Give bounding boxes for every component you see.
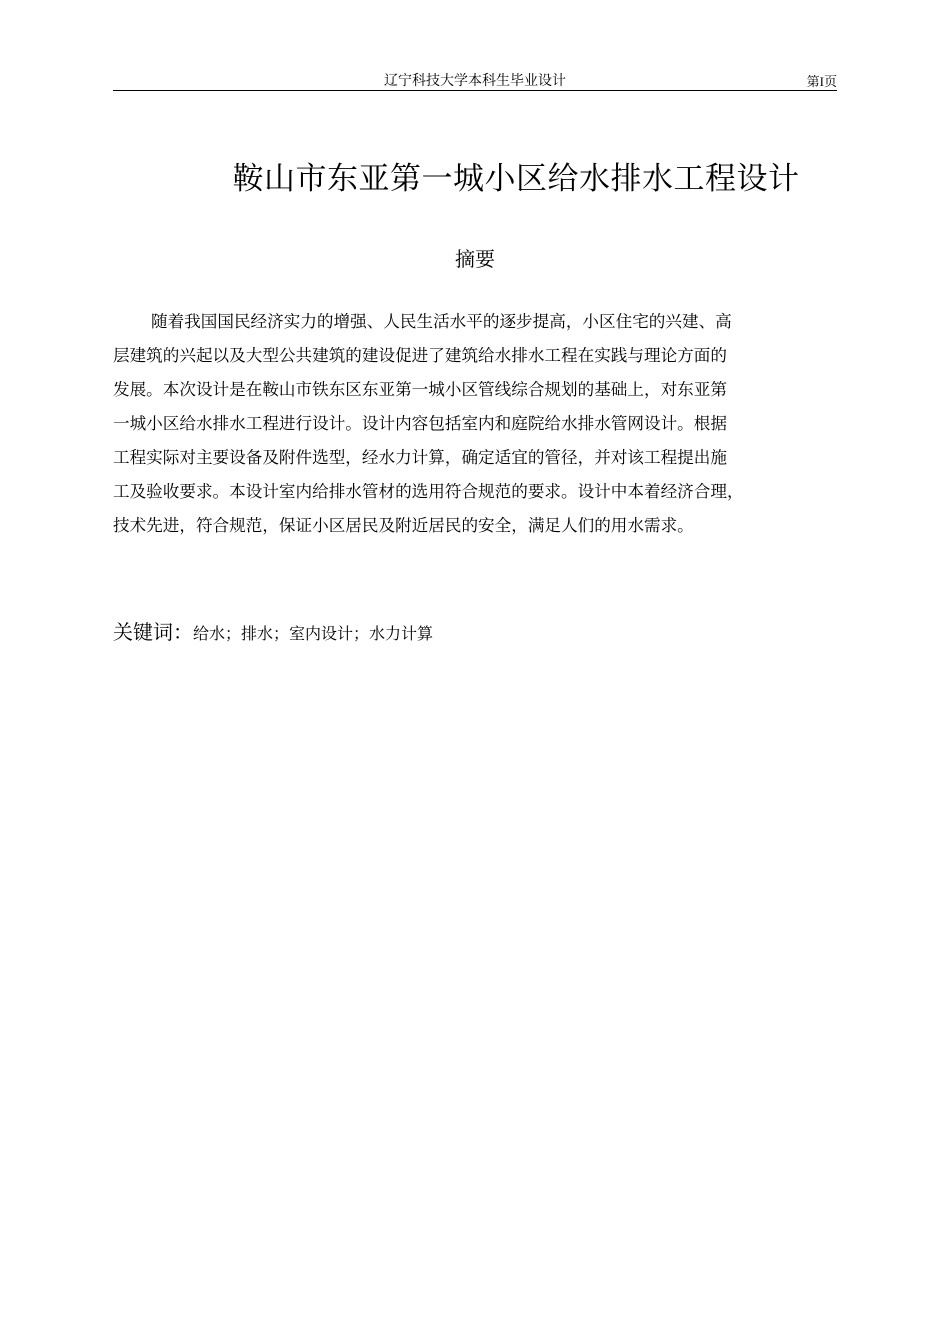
document-title: 鞍山市东亚第一城小区给水排水工程设计 bbox=[232, 161, 800, 197]
keywords-label: 关键词： bbox=[113, 620, 193, 644]
abstract-line: 层建筑的兴起以及大型公共建筑的建设促进了建筑给水排水工程在实践与理论方面的 bbox=[113, 346, 727, 365]
abstract-body bbox=[113, 305, 843, 543]
abstract-line: 工及验收要求。本设计室内给排水管材的选用符合规范的要求。设计中本着经济合理， bbox=[113, 482, 744, 501]
abstract-line: 工程实际对主要设备及附件选型，经水力计算，确定适宜的管径，并对该工程提出施 bbox=[113, 448, 727, 467]
keywords-values: 给水；排水；室内设计；水力计算 bbox=[193, 624, 434, 643]
abstract-line: 发展。本次设计是在鞍山市铁东区东亚第一城小区管线综合规划的基础上，对东亚第 bbox=[113, 380, 727, 399]
abstract-line: 随着我国国民经济实力的增强、人民生活水平的逐步提高，小区住宅的兴建、高 bbox=[151, 312, 732, 331]
header-page-number: 第I页 bbox=[806, 74, 837, 89]
abstract-line: 技术先进，符合规范，保证小区居民及附近居民的安全，满足人们的用水需求。 bbox=[113, 516, 694, 535]
keywords-row bbox=[113, 616, 837, 645]
abstract-heading: 摘要 bbox=[455, 247, 495, 271]
page-header bbox=[113, 68, 837, 91]
abstract-line: 一城小区给水排水工程进行设计。设计内容包括室内和庭院给水排水管网设计。根据 bbox=[113, 414, 727, 433]
header-title: 辽宁科技大学本科生毕业设计 bbox=[384, 73, 566, 89]
